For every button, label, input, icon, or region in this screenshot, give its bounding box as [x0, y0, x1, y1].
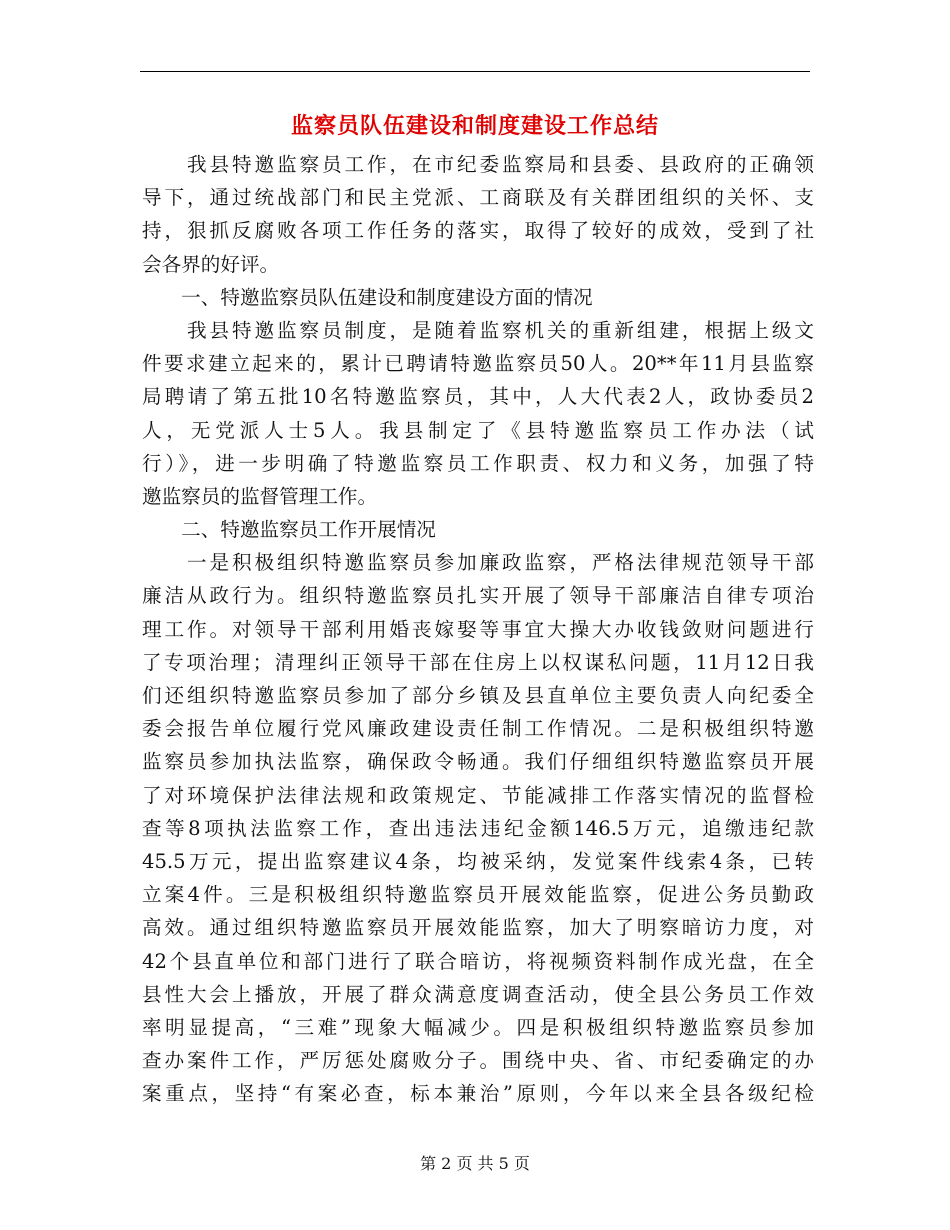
text-line: 导下，通过统战部门和民主党派、工商联及有关群团组织的关怀、支: [142, 186, 814, 210]
text-line: 会各界的好评。: [142, 252, 280, 276]
text-line: 们还组织特邀监察员参加了部分乡镇及县直单位主要负责人向纪委全: [142, 684, 814, 707]
text-line: 委会报告单位履行党风廉政建设责任制工作情况。二是积极组织特邀: [142, 717, 814, 741]
text-line: 二、特邀监察员工作开展情况: [142, 518, 436, 542]
text-line: 行）》，进一步明确了特邀监察员工作职责、权力和义务，加强了特: [142, 451, 814, 475]
text-line: 42个县直单位和部门进行了联合暗访，将视频资料制作成光盘，在全: [142, 949, 814, 973]
text-line: 局聘请了第五批10名特邀监察员，其中，人大代表2人，政协委员2: [142, 385, 814, 409]
text-line: 了对环境保护法律法规和政策规定、节能减排工作落实情况的监督检: [142, 783, 814, 807]
text-line: 高效。通过组织特邀监察员开展效能监察，加大了明察暗访力度，对: [142, 916, 814, 940]
document-title: 监察员队伍建设和制度建设工作总结: [290, 113, 659, 139]
text-line: 案重点，坚持“有案必查，标本兼治”原则，今年以来全县各级纪检: [142, 1082, 814, 1106]
text-line: 我县特邀监察员制度，是随着监察机关的重新组建，根据上级文: [142, 318, 814, 342]
text-line: 邀监察员的监督管理工作。: [142, 484, 378, 508]
text-line: 监察员参加执法监察，确保政令畅通。我们仔细组织特邀监察员开展: [142, 750, 814, 774]
page-footer: 第 2 页 共 5 页: [420, 1154, 530, 1173]
text-line: 持，狠抓反腐败各项工作任务的落实，取得了较好的成效，受到了社: [142, 219, 814, 243]
text-line: 了专项治理；清理纠正领导干部在住房上以权谋私问题，11月12日我: [142, 650, 814, 674]
text-line: 人，无党派人士5人。我县制定了《县特邀监察员工作办法（试: [142, 418, 814, 442]
text-line: 率明显提高，“三难”现象大幅减少。四是积极组织特邀监察员参加: [142, 1015, 814, 1039]
text-line: 一是积极组织特邀监察员参加廉政监察，严格法律规范领导干部: [142, 551, 814, 575]
text-line: 查办案件工作，严厉惩处腐败分子。围绕中央、省、市纪委确定的办: [142, 1049, 814, 1073]
text-line: 立案4件。三是积极组织特邀监察员开展效能监察，促进公务员勤政: [142, 883, 814, 907]
header-rule: [140, 71, 810, 72]
text-line: 45.5万元，提出监察建议4条，均被采纳，发觉案件线索4条，已转: [142, 849, 814, 873]
text-line: 我县特邀监察员工作，在市纪委监察局和县委、县政府的正确领: [142, 153, 814, 176]
text-line: 理工作。对领导干部利用婚丧嫁娶等事宜大操大办收钱敛财问题进行: [142, 617, 814, 641]
text-line: 廉洁从政行为。组织特邀监察员扎实开展了领导干部廉洁自律专项治: [142, 584, 814, 608]
text-line: 件要求建立起来的，累计已聘请特邀监察员50人。20**年11月县监察: [142, 352, 814, 376]
document-body: [142, 148, 814, 1110]
text-line: 一、特邀监察员队伍建设和制度建设方面的情况: [142, 285, 593, 309]
text-line: 县性大会上播放，开展了群众满意度调查活动，使全县公务员工作效: [142, 982, 814, 1006]
text-line: 查等8项执法监察工作，查出违法违纪金额146.5万元，追缴违纪款: [142, 816, 814, 840]
